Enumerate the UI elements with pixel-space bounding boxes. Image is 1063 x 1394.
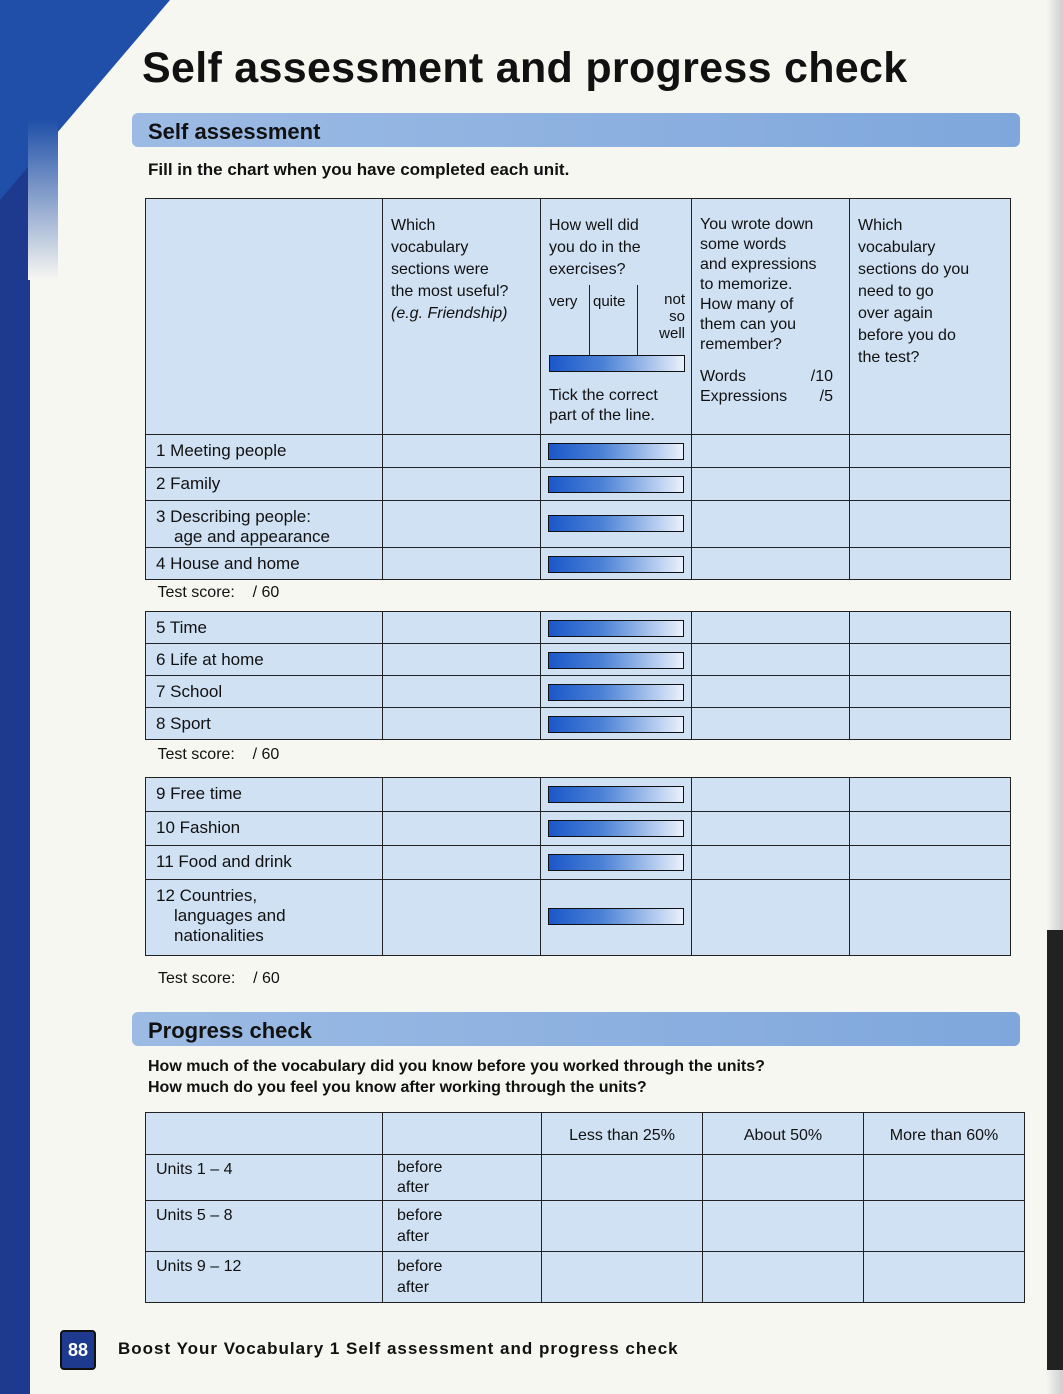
rating-bar[interactable] — [548, 476, 684, 493]
useful-cell[interactable] — [383, 468, 541, 501]
column-header: About 50% — [703, 1113, 864, 1155]
tick-note — [549, 386, 685, 426]
table-row — [146, 1201, 1025, 1252]
test-score — [146, 580, 1011, 606]
review-cell[interactable] — [850, 708, 1011, 740]
rating-bar[interactable] — [548, 652, 684, 669]
memorize-cell[interactable] — [692, 708, 850, 740]
useful-cell[interactable] — [383, 501, 541, 548]
blank-header-cell — [146, 1113, 383, 1155]
test-score-label: Test score: — [158, 970, 236, 987]
scale-divider — [589, 285, 590, 355]
blank-header-cell — [383, 1113, 542, 1155]
tick-note-line: part of the line. — [549, 407, 655, 424]
before-after-cell — [383, 1252, 542, 1303]
test-score — [146, 740, 1011, 770]
unit-cell — [146, 676, 383, 708]
unit-label: 6 Life at home — [156, 650, 264, 669]
table-row — [146, 708, 1011, 740]
units-label: Units 1 – 4 — [146, 1155, 383, 1201]
table-row — [146, 846, 1011, 880]
useful-cell[interactable] — [383, 708, 541, 740]
howwell-cell[interactable] — [541, 501, 692, 548]
answer-cell[interactable] — [864, 1155, 1025, 1201]
rating-bar[interactable] — [548, 820, 684, 837]
page-title: Self assessment and progress check — [142, 44, 908, 92]
before-after-cell — [383, 1155, 542, 1201]
test-score-row — [146, 740, 1011, 778]
unit-cell — [146, 548, 383, 580]
scale-labels — [549, 285, 685, 355]
howwell-cell[interactable] — [541, 676, 692, 708]
howwell-cell[interactable] — [541, 880, 692, 956]
section-band-progress-check — [132, 1012, 1020, 1046]
header-text: before you do — [858, 327, 956, 344]
useful-cell[interactable] — [383, 880, 541, 956]
table-row — [146, 1252, 1025, 1303]
header-text: them can you — [700, 316, 797, 333]
before-label: before — [397, 1159, 443, 1176]
unit-label: 10 Fashion — [156, 818, 241, 837]
review-cell[interactable] — [850, 612, 1011, 644]
howwell-cell[interactable] — [541, 708, 692, 740]
answer-cell[interactable] — [703, 1252, 864, 1303]
header-text: need to go — [858, 283, 934, 300]
question-after — [148, 1079, 647, 1097]
words-score — [700, 367, 841, 387]
after-label: after — [397, 1179, 430, 1196]
section-band-self-assessment — [132, 113, 1020, 147]
header-text: to memorize. — [700, 276, 793, 293]
header-text: Which — [858, 217, 903, 234]
useful-cell[interactable] — [383, 435, 541, 468]
test-score-max: / 60 — [252, 746, 280, 763]
answer-cell[interactable] — [864, 1252, 1025, 1303]
question-before — [148, 1058, 765, 1076]
header-useful — [383, 199, 541, 435]
header-memorize — [692, 199, 850, 435]
scale-divider — [637, 285, 638, 355]
howwell-cell[interactable] — [541, 548, 692, 580]
unit-label-line: age and appearance — [174, 527, 330, 546]
review-cell[interactable] — [850, 778, 1011, 812]
useful-cell[interactable] — [383, 812, 541, 846]
unit-label-line: 12 Countries, — [156, 886, 258, 905]
unit-label — [146, 880, 382, 946]
scale-well: well — [659, 325, 685, 342]
table-row — [146, 612, 1011, 644]
answer-cell[interactable] — [703, 1201, 864, 1252]
expressions-label: Expressions — [700, 388, 788, 405]
review-cell[interactable] — [850, 644, 1011, 676]
howwell-cell[interactable] — [541, 644, 692, 676]
header-text: some words — [700, 236, 787, 253]
scale-very: very — [549, 293, 578, 310]
section-heading: Progress check — [148, 1018, 312, 1043]
expressions-max: /5 — [819, 388, 833, 405]
column-header: Less than 25% — [542, 1113, 703, 1155]
unit-cell — [146, 501, 383, 548]
header-text: exercises? — [549, 261, 626, 278]
after-label: after — [397, 1228, 430, 1245]
unit-cell — [146, 778, 383, 812]
useful-cell[interactable] — [383, 612, 541, 644]
unit-cell — [146, 846, 383, 880]
scale-not-so-well — [659, 291, 685, 342]
scale-bar-sample — [549, 355, 685, 372]
scale-so: so — [669, 308, 685, 325]
book-spine — [0, 0, 30, 1394]
test-score-label: Test score: — [157, 746, 235, 763]
words-label: Words — [700, 368, 746, 385]
self-assessment-table — [145, 198, 1011, 956]
table-row — [146, 1155, 1025, 1201]
unit-label-line: 3 Describing people: — [156, 507, 311, 526]
test-score-row — [146, 580, 1011, 612]
memorize-cell[interactable] — [692, 880, 850, 956]
unit-label: 1 Meeting people — [156, 441, 287, 460]
unit-cell — [146, 435, 383, 468]
table-row — [146, 548, 1011, 580]
rating-bar[interactable] — [548, 443, 684, 460]
howwell-cell[interactable] — [541, 468, 692, 501]
unit-label — [146, 501, 382, 547]
test-score-max: / 60 — [253, 970, 280, 987]
answer-cell[interactable] — [542, 1201, 703, 1252]
unit-cell — [146, 644, 383, 676]
header-text: You wrote down — [700, 216, 814, 233]
header-howwell — [541, 199, 692, 435]
review-cell[interactable] — [850, 846, 1011, 880]
memorize-cell[interactable] — [692, 812, 850, 846]
question-emphasis: after — [400, 1079, 436, 1096]
unit-label: 7 School — [156, 682, 223, 701]
memorize-cell[interactable] — [692, 644, 850, 676]
instruction: Fill in the chart when you have completed each unit. — [148, 160, 570, 179]
header-text: sections were — [391, 261, 489, 278]
corner-decoration — [0, 0, 170, 200]
rating-bar[interactable] — [548, 854, 684, 871]
units-label: Units 5 – 8 — [146, 1201, 383, 1252]
rating-bar[interactable] — [548, 786, 684, 803]
header-text: Which — [391, 217, 436, 234]
blank-header-cell — [146, 199, 383, 435]
review-cell[interactable] — [850, 468, 1011, 501]
corner-gradient — [28, 120, 58, 280]
column-header: More than 60% — [864, 1113, 1025, 1155]
memorize-cell[interactable] — [692, 501, 850, 548]
review-cell[interactable] — [850, 676, 1011, 708]
table-row — [146, 501, 1011, 548]
unit-label: 9 Free time — [156, 784, 242, 803]
header-text: sections do you — [858, 261, 970, 278]
memorize-cell[interactable] — [692, 548, 850, 580]
unit-label: 4 House and home — [156, 554, 300, 573]
question-text: How much of the vocabulary did you know — [148, 1058, 477, 1075]
unit-label-line: languages and — [174, 906, 286, 925]
answer-cell[interactable] — [703, 1155, 864, 1201]
unit-cell — [146, 812, 383, 846]
memorize-cell[interactable] — [692, 435, 850, 468]
test-score-max: / 60 — [252, 584, 280, 601]
footer-text: Boost Your Vocabulary 1 Self assessment and progress check — [118, 1339, 679, 1358]
howwell-cell[interactable] — [541, 612, 692, 644]
table-row — [146, 812, 1011, 846]
unit-label: 2 Family — [156, 474, 221, 493]
header-text: (e.g. Friendship) — [391, 305, 508, 322]
review-cell[interactable] — [850, 548, 1011, 580]
unit-label: 8 Sport — [156, 714, 211, 733]
test-score — [158, 970, 280, 988]
unit-cell — [146, 708, 383, 740]
unit-cell — [146, 880, 383, 956]
header-text: the most useful? — [391, 283, 509, 300]
memorize-cell[interactable] — [692, 468, 850, 501]
rating-bar[interactable] — [548, 556, 684, 573]
table-row — [146, 468, 1011, 501]
useful-cell[interactable] — [383, 778, 541, 812]
expressions-score — [700, 387, 841, 407]
units-label: Units 9 – 12 — [146, 1252, 383, 1303]
unit-label: 11 Food and drink — [156, 852, 292, 871]
memorize-cell[interactable] — [692, 676, 850, 708]
rating-bar[interactable] — [548, 716, 684, 733]
header-text: vocabulary — [391, 239, 469, 256]
table-row — [146, 778, 1011, 812]
header-text: and expressions — [700, 256, 817, 273]
review-cell[interactable] — [850, 435, 1011, 468]
question-text: you worked through the units? — [525, 1058, 765, 1075]
header-text: How many of — [700, 296, 794, 313]
tick-note-line: Tick the correct — [549, 387, 658, 404]
useful-cell[interactable] — [383, 548, 541, 580]
header-review — [850, 199, 1011, 435]
rating-bar[interactable] — [548, 515, 684, 532]
test-score-label: Test score: — [157, 584, 235, 601]
memorize-cell[interactable] — [692, 612, 850, 644]
memorize-cell[interactable] — [692, 778, 850, 812]
before-after-cell — [383, 1201, 542, 1252]
useful-cell[interactable] — [383, 846, 541, 880]
header-text: How well did — [549, 217, 639, 234]
page-number: 88 — [60, 1330, 96, 1370]
question-emphasis: before — [476, 1058, 526, 1075]
before-label: before — [397, 1258, 443, 1275]
header-text: the test? — [858, 349, 920, 366]
unit-cell — [146, 468, 383, 501]
howwell-cell[interactable] — [541, 778, 692, 812]
rating-bar[interactable] — [548, 620, 684, 637]
review-cell[interactable] — [850, 880, 1011, 956]
rating-bar[interactable] — [548, 684, 684, 701]
header-text: remember? — [700, 336, 782, 353]
answer-cell[interactable] — [542, 1252, 703, 1303]
scale-quite: quite — [593, 293, 626, 310]
howwell-cell[interactable] — [541, 846, 692, 880]
useful-cell[interactable] — [383, 676, 541, 708]
review-cell[interactable] — [850, 501, 1011, 548]
answer-cell[interactable] — [864, 1201, 1025, 1252]
table-row — [146, 644, 1011, 676]
after-label: after — [397, 1279, 430, 1296]
header-text: over again — [858, 305, 933, 322]
progress-check-table — [145, 1112, 1025, 1303]
before-label: before — [397, 1207, 443, 1224]
header-text: you do in the — [549, 239, 641, 256]
question-text: How much do you feel you know — [148, 1079, 401, 1096]
question-text: working through the units? — [435, 1079, 647, 1096]
unit-cell — [146, 612, 383, 644]
section-heading: Self assessment — [148, 119, 321, 144]
howwell-cell[interactable] — [541, 435, 692, 468]
howwell-cell[interactable] — [541, 812, 692, 846]
unit-label-line: nationalities — [174, 926, 264, 945]
header-text: vocabulary — [858, 239, 936, 256]
table-row — [146, 676, 1011, 708]
answer-cell[interactable] — [542, 1155, 703, 1201]
useful-cell[interactable] — [383, 644, 541, 676]
rating-bar[interactable] — [548, 908, 684, 925]
scale-not: not — [664, 291, 685, 308]
words-max: /10 — [810, 368, 833, 385]
unit-label: 5 Time — [156, 618, 208, 637]
table-row — [146, 435, 1011, 468]
table-row — [146, 880, 1011, 956]
memorize-cell[interactable] — [692, 846, 850, 880]
review-cell[interactable] — [850, 812, 1011, 846]
page-edge-shadow — [1047, 930, 1063, 1370]
